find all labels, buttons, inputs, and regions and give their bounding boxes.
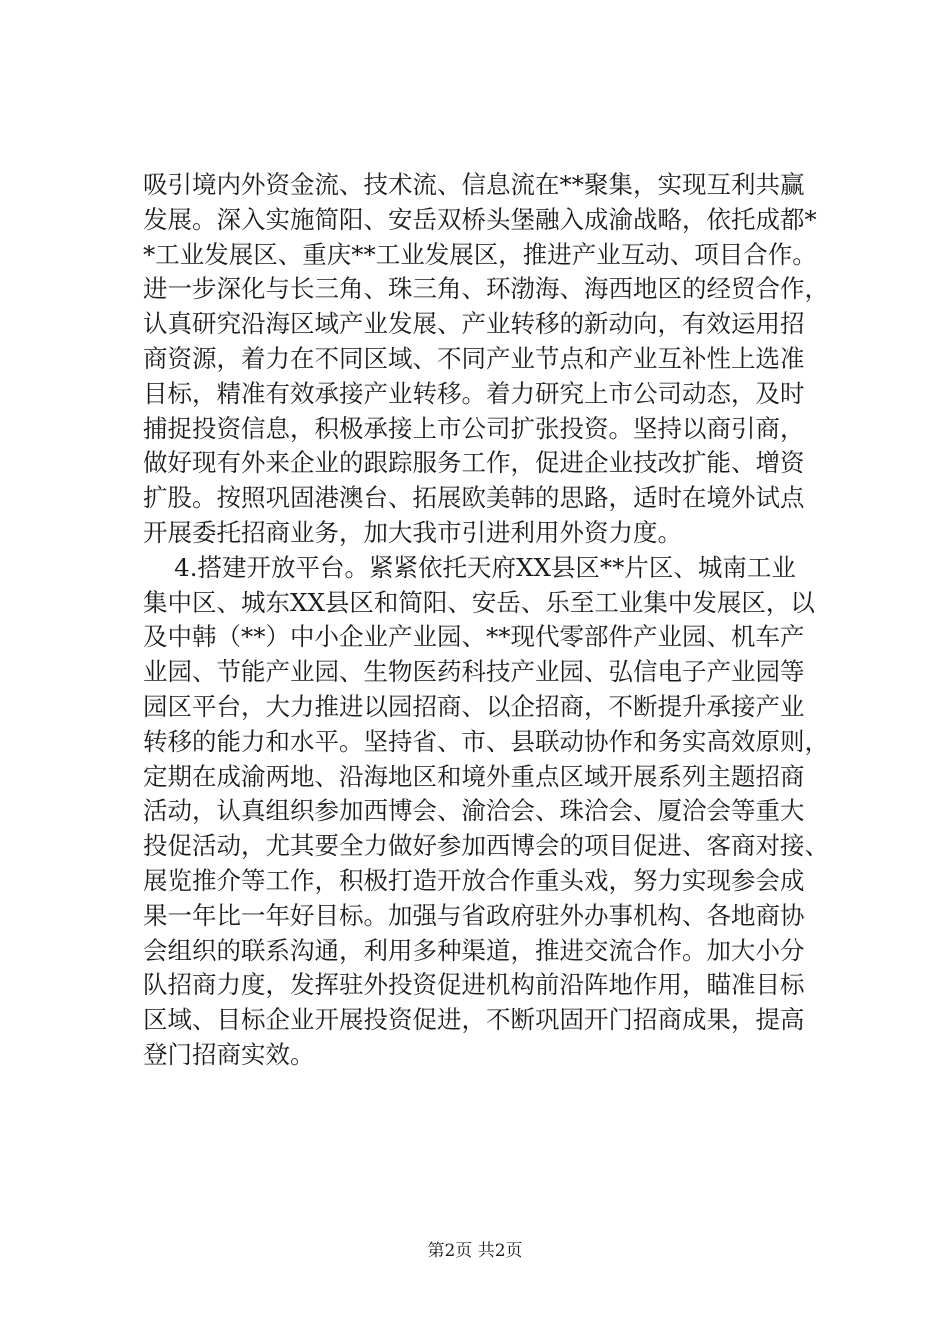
text-line: 扩股。按照巩固港澳台、拓展欧美韩的思路，适时在境外试点	[143, 483, 805, 513]
text-line: 吸引境内外资金流、技术流、信息流在**聚集，实现互利共赢	[143, 170, 805, 199]
text-line: 登门招商实效。	[143, 1039, 315, 1069]
text-line: 展览推介等工作，积极打造开放合作重头戏，努力实现参会成	[143, 865, 805, 895]
text-line: 进一步深化与长三角、珠三角、环渤海、海西地区的经贸合作，	[143, 274, 829, 304]
text-line: 捕捉投资信息，积极承接上市公司扩张投资。坚持以商引商，	[143, 413, 805, 443]
text-line: 发展。深入实施简阳、安岳双桥头堡融入成渝战略，依托成都*	[143, 204, 817, 234]
text-line: 4.搭建开放平台。紧紧依托天府XX县区**片区、城南工业	[143, 552, 796, 582]
text-line: 队招商力度，发挥驻外投资促进机构前沿阵地作用，瞄准目标	[143, 970, 805, 1000]
text-line: 活动，认真组织参加西博会、渝洽会、珠洽会、厦洽会等重大	[143, 796, 805, 826]
text-line: 及中韩（**）中小企业产业园、**现代零部件产业园、机车产	[143, 622, 805, 652]
text-line: 会组织的联系沟通，利用多种渠道，推进交流合作。加大小分	[143, 935, 805, 965]
page-number-footer: 第2页 共2页	[427, 1241, 523, 1261]
body-text	[143, 168, 829, 1073]
text-line: 投促活动，尤其要全力做好参加西博会的项目促进、客商对接、	[143, 831, 829, 861]
text-line: 业园、节能产业园、生物医药科技产业园、弘信电子产业园等	[143, 657, 805, 687]
text-line: 转移的能力和水平。坚持省、市、县联动协作和务实高效原则，	[143, 726, 829, 756]
text-line: 果一年比一年好目标。加强与省政府驻外办事机构、各地商协	[143, 900, 805, 930]
text-line: 园区平台，大力推进以园招商、以企招商，不断提升承接产业	[143, 691, 805, 721]
text-line: 定期在成渝两地、沿海地区和境外重点区域开展系列主题招商	[143, 761, 805, 791]
text-line: 做好现有外来企业的跟踪服务工作，促进企业技改扩能、增资	[143, 448, 805, 478]
text-line: 认真研究沿海区域产业发展、产业转移的新动向，有效运用招	[143, 309, 805, 339]
text-line: 目标，精准有效承接产业转移。着力研究上市公司动态，及时	[143, 378, 805, 408]
text-line: 区域、目标企业开展投资促进，不断巩固开门招商成果，提高	[143, 1005, 805, 1035]
text-line: 开展委托招商业务，加大我市引进利用外资力度。	[143, 517, 682, 547]
text-line: 商资源，着力在不同区域、不同产业节点和产业互补性上选准	[143, 343, 805, 373]
text-line: 集中区、城东XX县区和简阳、安岳、乐至工业集中发展区，以	[143, 587, 815, 617]
text-line: *工业发展区、重庆**工业发展区，推进产业互动、项目合作。	[143, 239, 817, 269]
